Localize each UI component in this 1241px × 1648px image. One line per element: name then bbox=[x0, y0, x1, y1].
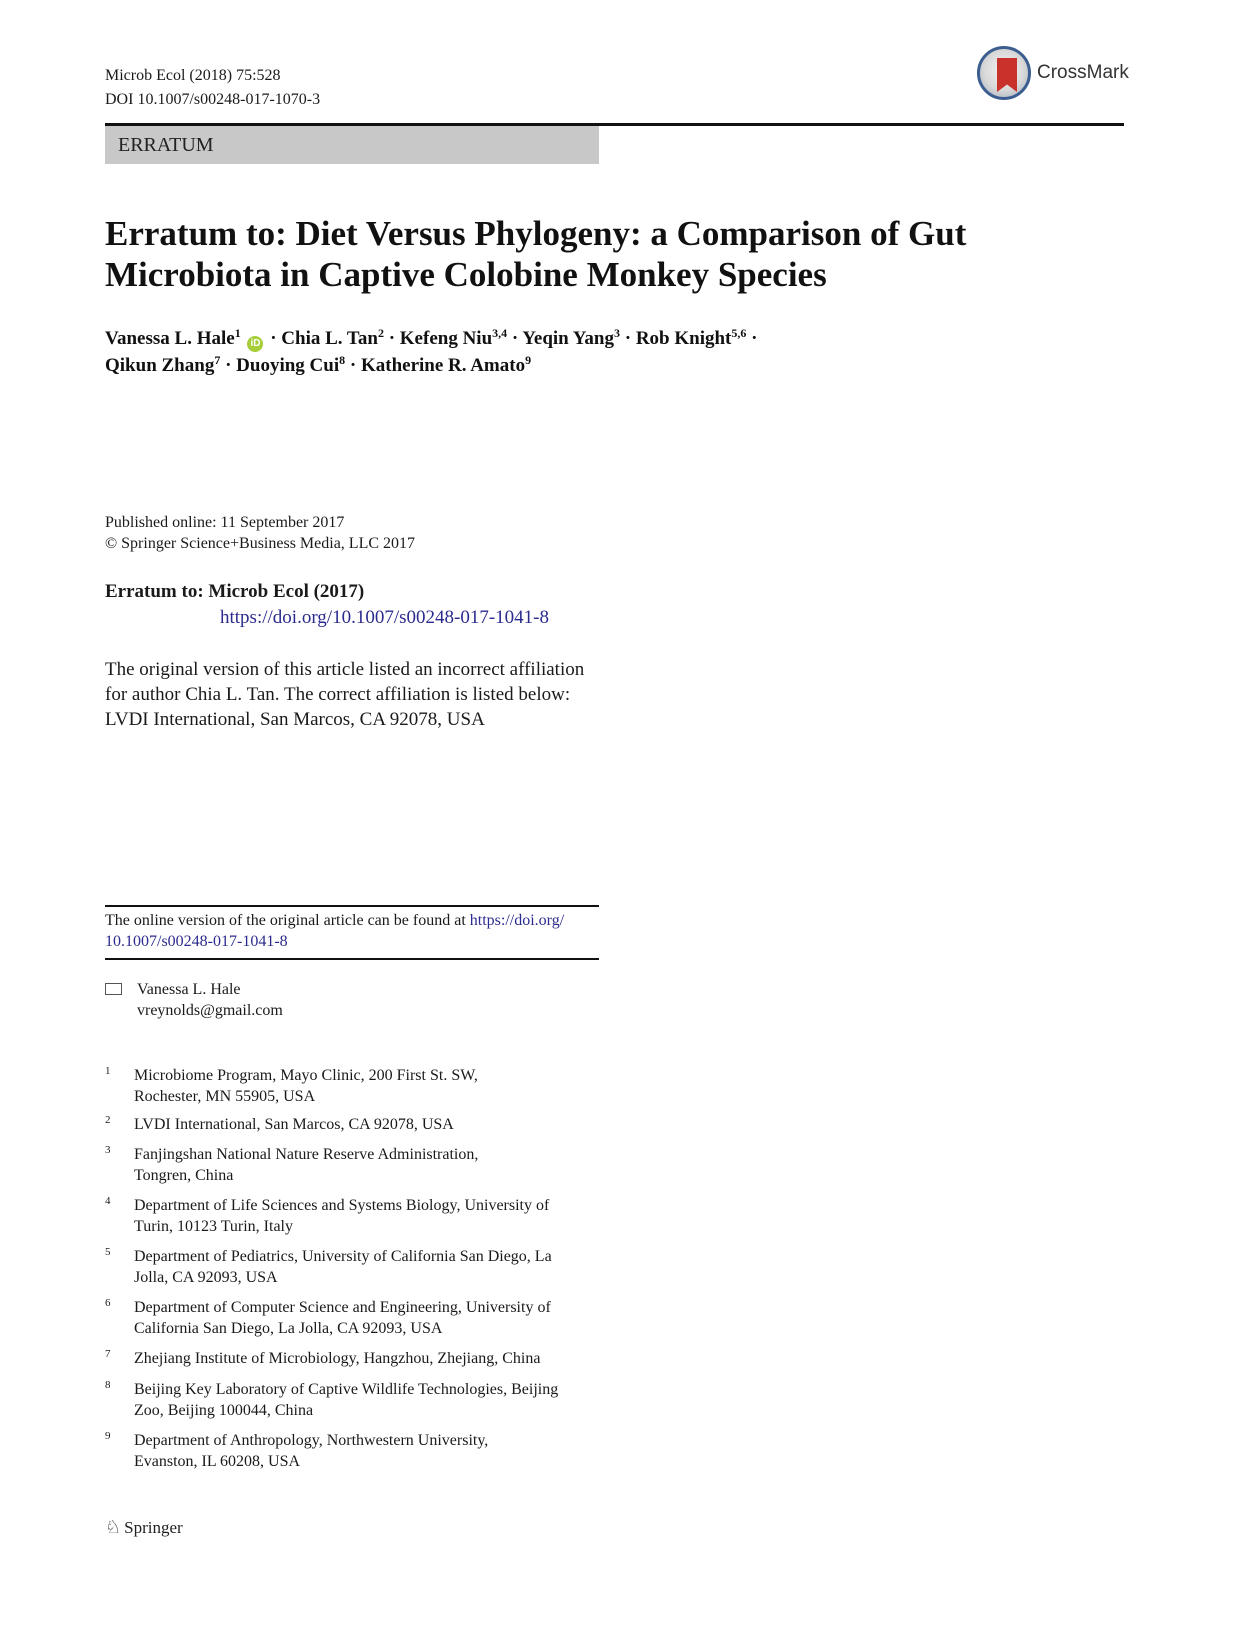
affiliation-text bbox=[134, 1430, 604, 1472]
author-name[interactable]: Chia L. Tan bbox=[281, 328, 378, 349]
author-separator: · bbox=[751, 328, 758, 349]
envelope-icon bbox=[105, 983, 122, 995]
author-affiliation-ref: 2 bbox=[377, 326, 384, 340]
springer-horse-icon: ♘ bbox=[105, 1517, 122, 1537]
affiliation-text bbox=[134, 1065, 604, 1107]
author-affiliation-ref: 9 bbox=[525, 353, 532, 367]
footnote-text: The online version of the original article can be found at bbox=[105, 912, 470, 929]
author-name[interactable]: Duoying Cui bbox=[236, 355, 340, 376]
affiliation-line: Department of Life Sciences and Systems Biology, University of bbox=[134, 1197, 550, 1214]
author-separator: · bbox=[270, 328, 277, 349]
orcid-icon[interactable]: iD bbox=[247, 336, 263, 352]
affiliation-line: Rochester, MN 55905, USA bbox=[134, 1088, 316, 1105]
author-list bbox=[105, 325, 1005, 379]
affiliation-line: Department of Anthropology, Northwestern University, bbox=[134, 1432, 489, 1449]
affiliation-text bbox=[134, 1297, 604, 1339]
affiliation-text bbox=[134, 1379, 604, 1421]
affiliation-number: 7 bbox=[105, 1348, 111, 1360]
erratum-reference: Erratum to: Microb Ecol (2017) bbox=[105, 581, 365, 602]
author-separator: · bbox=[349, 355, 357, 376]
affiliation bbox=[105, 1195, 605, 1237]
author-separator: · bbox=[388, 328, 396, 349]
crossmark-label: CrossMark bbox=[1037, 62, 1129, 83]
affiliation-line: Fanjingshan National Nature Reserve Administration, bbox=[134, 1146, 479, 1163]
footnote-link[interactable]: https://doi.org/ bbox=[469, 912, 565, 929]
author-affiliation-ref: 8 bbox=[339, 353, 346, 367]
body-line: LVDI International, San Marcos, CA 92078, USA bbox=[105, 709, 485, 730]
body-line: for author Chia L. Tan. The correct affiliation is listed below: bbox=[105, 684, 571, 705]
affiliation bbox=[105, 1144, 605, 1186]
erratum-body bbox=[105, 657, 605, 732]
author-line bbox=[105, 325, 1005, 352]
article-meta bbox=[105, 64, 320, 112]
affiliation-text bbox=[134, 1195, 604, 1237]
corresponding-author bbox=[105, 979, 505, 1023]
footnote-link[interactable]: 10.1007/s00248-017-1041-8 bbox=[105, 933, 288, 950]
title-line: Erratum to: Diet Versus Phylogeny: a Comparison of Gut bbox=[105, 214, 967, 253]
affiliation-line: Beijing Key Laboratory of Captive Wildlife Technologies, Beijing bbox=[134, 1381, 559, 1398]
author-affiliation-ref: 3 bbox=[613, 326, 620, 340]
affiliation-line: Zhejiang Institute of Microbiology, Hangzhou, Zhejiang, China bbox=[134, 1350, 541, 1367]
journal-citation: Microb Ecol (2018) 75:528 bbox=[105, 67, 281, 84]
affiliation bbox=[105, 1114, 605, 1135]
affiliation-number: 2 bbox=[105, 1114, 111, 1126]
author-separator: · bbox=[624, 328, 632, 349]
affiliation-line: Tongren, China bbox=[134, 1167, 234, 1184]
contact-email[interactable]: vreynolds@gmail.com bbox=[137, 1002, 283, 1019]
affiliation-line: Department of Pediatrics, University of California San Diego, La bbox=[134, 1248, 552, 1265]
contact-details bbox=[137, 979, 283, 1021]
springer-logo-text: Springer bbox=[124, 1518, 183, 1537]
author-separator: · bbox=[225, 355, 232, 376]
affiliation-line: Zoo, Beijing 100044, China bbox=[134, 1402, 314, 1419]
author-line bbox=[105, 352, 1005, 379]
springer-logo bbox=[105, 1517, 183, 1538]
article-type-band: ERRATUM bbox=[105, 126, 599, 164]
copyright-notice: © Springer Science+Business Media, LLC 2017 bbox=[105, 535, 416, 552]
article-doi: DOI 10.1007/s00248-017-1070-3 bbox=[105, 91, 321, 108]
affiliation-line: Jolla, CA 92093, USA bbox=[134, 1269, 278, 1286]
affiliation bbox=[105, 1348, 605, 1369]
affiliation bbox=[105, 1430, 605, 1472]
affiliation-number: 4 bbox=[105, 1195, 111, 1207]
crossmark-icon bbox=[977, 46, 1031, 100]
author-name[interactable]: Yeqin Yang bbox=[522, 328, 614, 349]
footnote-rule-bottom bbox=[105, 958, 599, 960]
author-name[interactable]: Qikun Zhang bbox=[105, 355, 215, 376]
crossmark-button[interactable] bbox=[977, 46, 1127, 106]
author-name[interactable]: Rob Knight bbox=[635, 328, 732, 349]
affiliation-text bbox=[134, 1114, 604, 1135]
affiliation-number: 9 bbox=[105, 1430, 111, 1442]
affiliation-number: 6 bbox=[105, 1297, 111, 1309]
affiliation bbox=[105, 1297, 605, 1339]
published-online: Published online: 11 September 2017 bbox=[105, 514, 345, 531]
author-separator: · bbox=[511, 328, 519, 349]
affiliation-text bbox=[134, 1348, 604, 1369]
author-affiliation-ref: 1 bbox=[234, 326, 241, 340]
contact-name: Vanessa L. Hale bbox=[137, 981, 241, 998]
author-affiliation-ref: 5,6 bbox=[731, 326, 747, 340]
affiliation bbox=[105, 1065, 605, 1107]
affiliation bbox=[105, 1246, 605, 1288]
affiliation-line: California San Diego, La Jolla, CA 92093, USA bbox=[134, 1320, 443, 1337]
affiliation-line: Evanston, IL 60208, USA bbox=[134, 1453, 301, 1470]
author-affiliation-ref: 7 bbox=[214, 353, 221, 367]
affiliation-line: Microbiome Program, Mayo Clinic, 200 First St. SW, bbox=[134, 1067, 478, 1084]
affiliation-number: 5 bbox=[105, 1246, 111, 1258]
affiliation-number: 8 bbox=[105, 1379, 111, 1391]
footnote-rule-top bbox=[105, 905, 599, 907]
author-name[interactable]: Kefeng Niu bbox=[399, 328, 493, 349]
body-line: The original version of this article listed an incorrect affiliation bbox=[105, 659, 585, 680]
affiliation-number: 1 bbox=[105, 1065, 111, 1077]
affiliation-text bbox=[134, 1246, 604, 1288]
author-affiliation-ref: 3,4 bbox=[492, 326, 508, 340]
affiliation-line: Turin, 10123 Turin, Italy bbox=[134, 1218, 293, 1235]
affiliation-text bbox=[134, 1144, 604, 1186]
affiliation-line: Department of Computer Science and Engineering, University of bbox=[134, 1299, 551, 1316]
original-doi-link[interactable]: https://doi.org/10.1007/s00248-017-1041-8 bbox=[220, 607, 549, 628]
title-line: Microbiota in Captive Colobine Monkey Species bbox=[105, 255, 827, 294]
article-title bbox=[105, 213, 1105, 295]
online-version-note bbox=[105, 910, 599, 952]
affiliation bbox=[105, 1379, 605, 1421]
author-name[interactable]: Katherine R. Amato bbox=[360, 355, 526, 376]
affiliation-line: LVDI International, San Marcos, CA 92078, USA bbox=[134, 1116, 454, 1133]
author-name[interactable]: Vanessa L. Hale bbox=[105, 328, 235, 349]
affiliation-number: 3 bbox=[105, 1144, 111, 1156]
publication-info bbox=[105, 512, 415, 554]
